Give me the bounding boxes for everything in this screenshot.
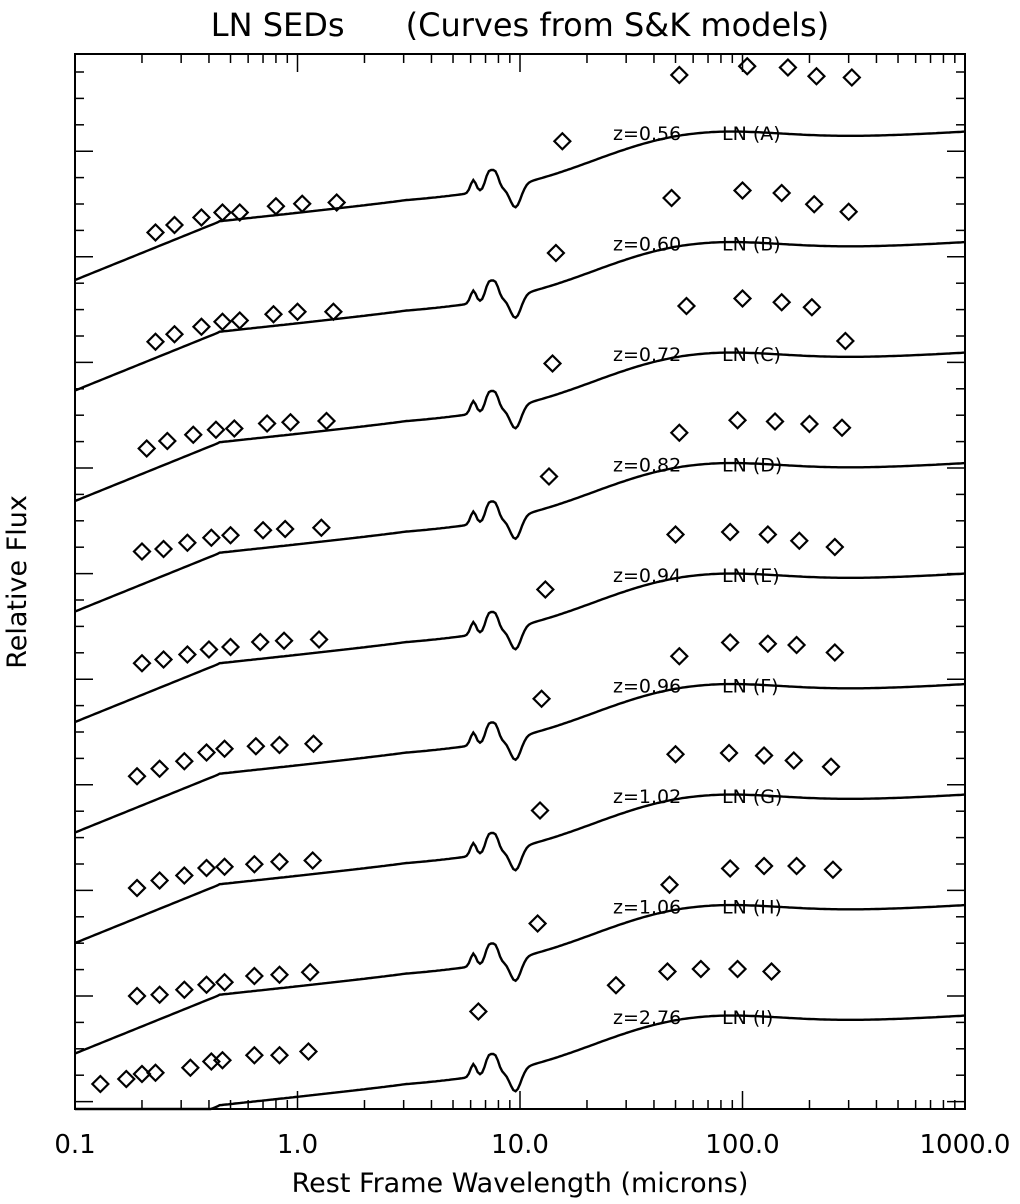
data-point xyxy=(806,196,822,212)
data-point xyxy=(722,861,738,877)
data-point xyxy=(176,982,192,998)
data-point xyxy=(246,968,262,984)
data-point xyxy=(226,421,242,437)
x-axis-label: Rest Frame Wavelength (microns) xyxy=(291,1168,749,1199)
data-point xyxy=(217,974,233,990)
y-axis-label: Relative Flux xyxy=(2,495,33,669)
data-point xyxy=(139,441,155,457)
series-id: LN (I) xyxy=(722,1007,774,1029)
data-point xyxy=(134,655,150,671)
series-redshift: z=0.72 xyxy=(613,344,682,366)
plot-frame xyxy=(75,54,965,1109)
data-point xyxy=(203,530,219,546)
data-point xyxy=(118,1071,134,1087)
series-redshift: z=1.02 xyxy=(613,786,682,808)
data-point xyxy=(532,803,548,819)
data-point xyxy=(193,210,209,226)
data-point xyxy=(537,582,553,598)
data-point xyxy=(201,642,217,658)
x-tick-label: 100.0 xyxy=(705,1130,780,1160)
data-point xyxy=(608,977,624,993)
data-point xyxy=(134,544,150,560)
data-point xyxy=(166,326,182,342)
data-point xyxy=(760,636,776,652)
data-point xyxy=(545,356,561,372)
data-point xyxy=(199,977,215,993)
data-point xyxy=(554,133,570,149)
data-point xyxy=(193,319,209,335)
series-redshift: z=0.56 xyxy=(613,123,682,145)
data-point xyxy=(722,635,738,651)
data-point xyxy=(789,858,805,874)
series-redshift: z=2.76 xyxy=(613,1007,682,1029)
data-point xyxy=(271,854,287,870)
data-point xyxy=(268,198,284,214)
data-point xyxy=(129,988,145,1004)
data-point xyxy=(767,414,783,430)
data-point xyxy=(774,294,790,310)
data-point xyxy=(147,334,163,350)
data-point xyxy=(176,753,192,769)
series-id: LN (E) xyxy=(722,565,780,587)
data-point xyxy=(179,535,195,551)
data-point xyxy=(129,768,145,784)
data-point xyxy=(722,524,738,540)
data-point xyxy=(730,412,746,428)
data-point xyxy=(92,1076,108,1092)
series-redshift: z=0.96 xyxy=(613,675,682,698)
data-point xyxy=(739,58,755,74)
data-point xyxy=(129,880,145,896)
series-id: LN (G) xyxy=(722,786,783,808)
data-point xyxy=(671,648,687,664)
data-point xyxy=(541,469,557,485)
data-point xyxy=(756,748,772,764)
data-point xyxy=(837,333,853,349)
data-point xyxy=(780,60,796,76)
data-point xyxy=(730,961,746,977)
data-point xyxy=(774,185,790,201)
data-point xyxy=(534,691,550,707)
data-point xyxy=(152,873,168,889)
axis-ticks xyxy=(75,54,965,1109)
x-tick-label: 1.0 xyxy=(276,1130,319,1160)
data-point xyxy=(325,304,341,320)
data-point xyxy=(662,877,678,893)
data-point xyxy=(801,416,817,432)
data-point xyxy=(265,306,281,322)
data-point xyxy=(255,522,271,538)
data-point xyxy=(791,533,807,549)
data-point xyxy=(789,637,805,653)
model-curve xyxy=(75,795,965,943)
data-point xyxy=(763,964,779,980)
data-point xyxy=(844,70,860,86)
data-point xyxy=(668,746,684,762)
data-point xyxy=(290,304,306,320)
data-point xyxy=(827,645,843,661)
data-point xyxy=(248,738,264,754)
data-point xyxy=(185,427,201,443)
data-point xyxy=(318,413,334,429)
series-id: LN (C) xyxy=(722,344,781,366)
series-redshift: z=1.06 xyxy=(613,896,682,919)
series-redshift: z=0.94 xyxy=(613,565,682,587)
data-point xyxy=(804,299,820,315)
data-point xyxy=(841,204,857,220)
data-point xyxy=(276,633,292,649)
data-point xyxy=(735,183,751,199)
data-point xyxy=(252,634,268,650)
series-redshift: z=0.82 xyxy=(613,454,682,477)
series-id: LN (B) xyxy=(722,233,781,256)
data-point xyxy=(664,190,680,206)
data-point xyxy=(530,916,546,932)
data-point xyxy=(659,964,675,980)
data-point xyxy=(176,868,192,884)
data-point xyxy=(199,860,215,876)
data-point xyxy=(182,1060,198,1076)
x-tick-label: 1000.0 xyxy=(919,1130,1011,1160)
data-point xyxy=(808,68,824,84)
data-point xyxy=(156,541,172,557)
data-point xyxy=(671,425,687,441)
data-point xyxy=(246,856,262,872)
data-point xyxy=(548,245,564,261)
data-point xyxy=(300,1044,316,1060)
data-point xyxy=(735,291,751,307)
data-point xyxy=(246,1047,262,1063)
data-point xyxy=(223,527,239,543)
model-curve xyxy=(75,132,965,280)
data-point xyxy=(152,761,168,777)
data-point xyxy=(311,632,327,648)
data-point xyxy=(232,313,248,329)
data-point xyxy=(199,745,215,761)
data-point xyxy=(156,652,172,668)
data-point xyxy=(834,420,850,436)
data-point xyxy=(152,987,168,1003)
data-point xyxy=(756,858,772,874)
data-point xyxy=(217,859,233,875)
data-point xyxy=(179,647,195,663)
series-id: LN (F) xyxy=(722,675,779,698)
data-point xyxy=(823,759,839,775)
data-point xyxy=(159,433,175,449)
data-point xyxy=(305,853,321,869)
data-point xyxy=(827,539,843,555)
data-point xyxy=(678,298,694,314)
data-point xyxy=(277,521,293,537)
x-tick-label: 0.1 xyxy=(54,1130,96,1160)
x-tick-labels xyxy=(54,1130,1010,1160)
data-point xyxy=(470,1004,486,1020)
data-point xyxy=(214,314,230,330)
data-point xyxy=(271,1047,287,1063)
data-point xyxy=(305,736,321,752)
data-point xyxy=(721,745,737,761)
data-point xyxy=(208,422,224,438)
data-point xyxy=(294,196,310,212)
model-curve xyxy=(75,242,965,390)
data-point xyxy=(282,414,298,430)
series-id: LN (H) xyxy=(722,896,782,919)
data-point xyxy=(214,205,230,221)
data-point xyxy=(313,520,329,536)
data-point xyxy=(302,964,318,980)
model-curve xyxy=(75,353,965,501)
model-curves xyxy=(75,132,965,1109)
x-tick-label: 10.0 xyxy=(491,1130,549,1160)
data-point xyxy=(223,639,239,655)
data-point xyxy=(671,67,687,83)
data-point xyxy=(668,527,684,543)
data-point xyxy=(217,741,233,757)
series-redshift: z=0.60 xyxy=(613,233,682,256)
data-point xyxy=(166,217,182,233)
series-id: LN (A) xyxy=(722,123,781,145)
data-point xyxy=(693,961,709,977)
data-point xyxy=(786,753,802,769)
data-point xyxy=(760,527,776,543)
model-curve xyxy=(75,463,965,611)
chart-title: LN SEDs (Curves from S&K models) xyxy=(210,6,830,44)
data-point xyxy=(259,416,275,432)
series-id: LN (D) xyxy=(722,454,783,477)
data-point xyxy=(271,967,287,983)
data-point xyxy=(147,225,163,241)
data-point xyxy=(271,737,287,753)
data-point xyxy=(825,862,841,878)
